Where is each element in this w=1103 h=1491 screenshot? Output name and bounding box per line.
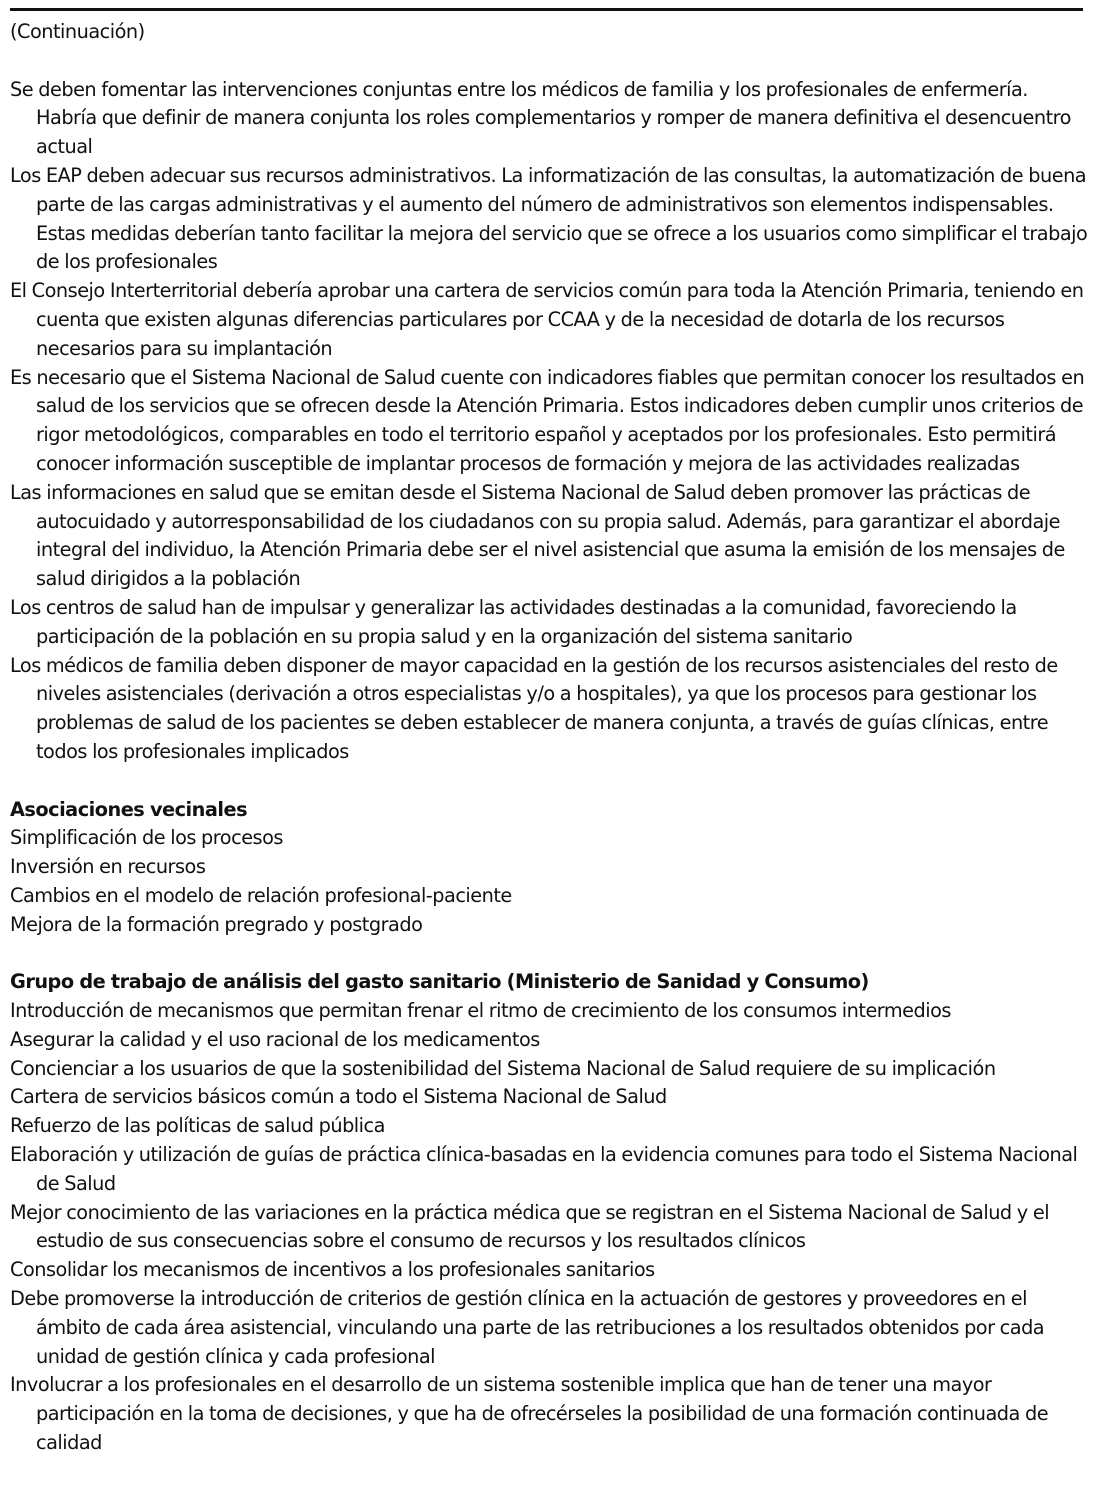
section-title: Grupo de trabajo de análisis del gasto sanitario (Ministerio de Sanidad y Consumo) [10,970,869,994]
list-item: Las informaciones en salud que se emitan desde el Sistema Nacional de Salud deben promover las prácticas de autocuidado y autorresponsabilidad de los ciudadanos con su propia salud. Además, para garantizar el abordaje integral del individuo, la Atención Primaria debe ser el nivel asistencial que asuma la emisión de los mensajes de salud dirigidos a la población [10,480,1065,591]
continuation-label: (Continuación) [10,20,145,43]
list-item: Involucrar a los profesionales en el desarrollo de un sistema sostenible implica que han de tener una mayor participación en la toma de decisiones, y que ha de ofrecérseles la posibilidad de una formación continuada de calidad [10,1373,1049,1455]
list-item: Inversión en recursos [10,855,206,879]
list-item: El Consejo Interterritorial debería aprobar una cartera de servicios común para toda la Atención Primaria, teniendo en cuenta que existen algunas diferencias particulares por CCAA y de la necesidad de dotarla de los recursos necesarios para su implantación [10,279,1084,360]
list-item: Concienciar a los usuarios de que la sostenibilidad del Sistema Nacional de Salud requiere de su implicación [10,1056,996,1080]
section-gap [10,940,1088,969]
list-item: Asegurar la calidad y el uso racional de los medicamentos [10,1027,540,1051]
list-item: Cartera de servicios básicos común a todo el Sistema Nacional de Salud [10,1085,667,1109]
list-item: Elaboración y utilización de guías de práctica clínica-basadas en la evidencia comunes para todo el Sistema Nacional de Salud [10,1143,1078,1195]
section-grupo-trabajo-gasto-sanitario [10,968,1088,1458]
section-asociaciones-vecinales [10,796,1088,940]
list-item: Introducción de mecanismos que permitan frenar el ritmo de crecimiento de los consumos intermedios [10,999,951,1023]
section-title: Asociaciones vecinales [10,797,248,821]
list-item: Debe promoverse la introducción de criterios de gestión clínica en la actuación de gestores y proveedores en el ámbito de cada área asistencial, vinculando una parte de las retribuciones a los resultados obtenidos por cada unidad de gestión clínica y cada profesional [10,1287,1045,1368]
list-item: Es necesario que el Sistema Nacional de Salud cuente con indicadores fiables que permitan conocer los resultados en salud de los servicios que se ofrecen desde la Atención Primaria. Estos indicadores deben cumplir unos criterios de rigor metodológicos, comparables en todo el territorio español y aceptados por los profesionales. Esto permitirá conocer información susceptible de implantar procesos de formación y mejora de las actividades realizadas [10,365,1085,475]
intro-list [10,76,1088,767]
list-item: Cambios en el modelo de relación profesional-paciente [10,883,512,907]
document-body [10,18,1088,1458]
list-item: Simplificación de los procesos [10,826,283,850]
list-item: Consolidar los mecanismos de incentivos a los profesionales sanitarios [10,1258,655,1282]
list-item: Se deben fomentar las intervenciones conjuntas entre los médicos de familia y los profesionales de enfermería. Habría que definir de manera conjunta los roles complementarios y romper de manera definitiva el desencuentro actual [10,77,1071,159]
top-rule [10,8,1083,11]
list-item: Refuerzo de las políticas de salud pública [10,1114,385,1138]
list-item: Mejora de la formación pregrado y postgrado [10,912,423,936]
section-gap [10,767,1088,796]
list-item: Los centros de salud han de impulsar y generalizar las actividades destinadas a la comunidad, favoreciendo la participación de la población en su propia salud y en la organización del sistema sanitario [10,595,1017,648]
list-item: Mejor conocimiento de las variaciones en la práctica médica que se registran en el Sistema Nacional de Salud y el estudio de sus consecuencias sobre el consumo de recursos y los resultados clínicos [10,1200,1050,1253]
list-item: Los EAP deben adecuar sus recursos administrativos. La informatización de las consultas, la automatización de buena parte de las cargas administrativas y el aumento del número de administrativos son elementos indispensables. Estas medidas deberían tanto facilitar la mejora del servicio que se ofrece a los usuarios como simplificar el trabajo de los profesionales [10,163,1088,274]
list-item: Los médicos de familia deben disponer de mayor capacidad en la gestión de los recursos asistenciales del resto de niveles asistenciales (derivación a otros especialistas y/o a hospitales), ya que los procesos para gestionar los problemas de salud de los pacientes se deben establecer de manera conjunta, a través de guías clínicas, entre todos los profesionales implicados [10,653,1058,763]
